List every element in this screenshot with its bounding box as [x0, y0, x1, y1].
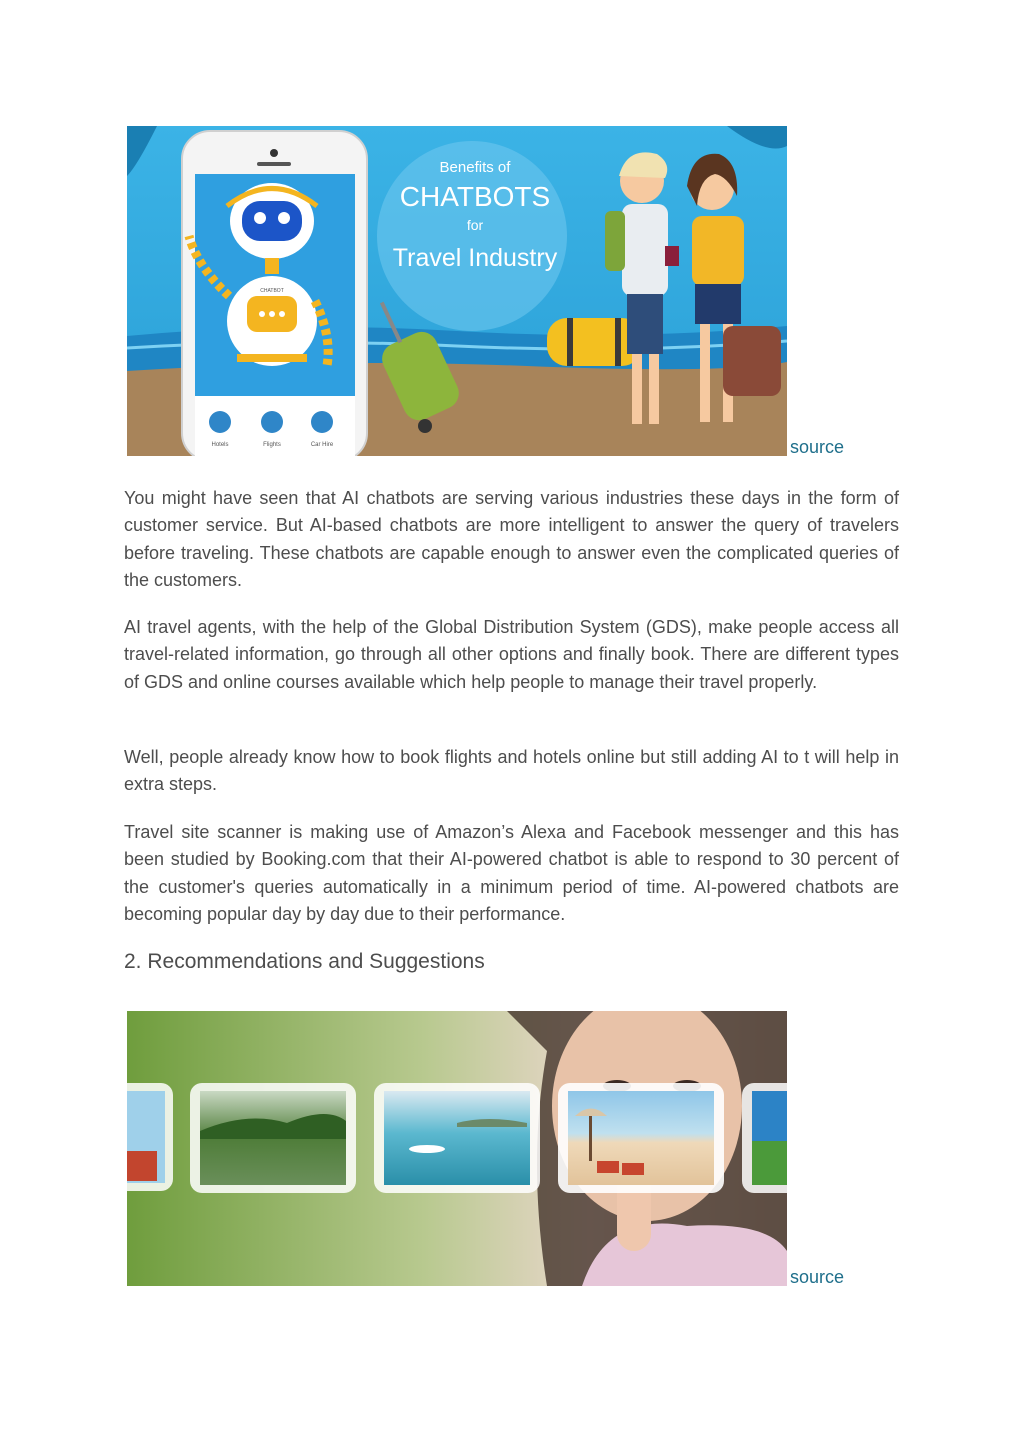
recommendations-photo: [127, 1011, 787, 1286]
chatbots-travel-illustration: [127, 126, 787, 456]
section-heading: 2. Recommendations and Suggestions: [124, 950, 485, 973]
figure1-source-link[interactable]: source: [790, 437, 845, 457]
phone-tab-car-hire: Car Hire: [310, 442, 334, 448]
paragraph-ai-travel-agents: AI travel agents, with the help of the Global Distribution System (GDS), make people access all travel-related information, go through all other options and finally book. There are different types of GDS and online courses available which help people to manage their travel properly.: [124, 617, 899, 692]
headline-small: Benefits of: [439, 159, 511, 176]
paragraph-booking-online: Well, people already know how to book flights and hotels online but still adding AI to t will help in extra steps.: [124, 747, 899, 795]
paragraph-chatbots-intro: You might have seen that AI chatbots are serving various industries these days in the form of customer service. But AI-based chatbots are more intelligent to answer the query of travelers before traveling. These chatbots are capable enough to answer even the complicated queries of the customers.: [124, 488, 899, 590]
paragraph-travel-site-scanner: Travel site scanner is making use of Amazon’s Alexa and Facebook messenger and this has been studied by Booking.com that their AI-powered chatbot is able to respond to 30 percent of the customer's queries automatically in a minimum period of time. AI-powered chatbots are becoming popular day by day due to their performance.: [124, 822, 899, 924]
phone-tab-flights: Flights: [263, 442, 281, 448]
headline-big: CHATBOTS: [399, 181, 551, 212]
robot-badge: CHATBOT: [260, 288, 284, 294]
headline-sub: Travel Industry: [392, 244, 558, 272]
headline-for: for: [466, 217, 484, 233]
figure2-source-link[interactable]: source: [790, 1267, 845, 1287]
phone-tab-hotels: Hotels: [211, 442, 229, 448]
